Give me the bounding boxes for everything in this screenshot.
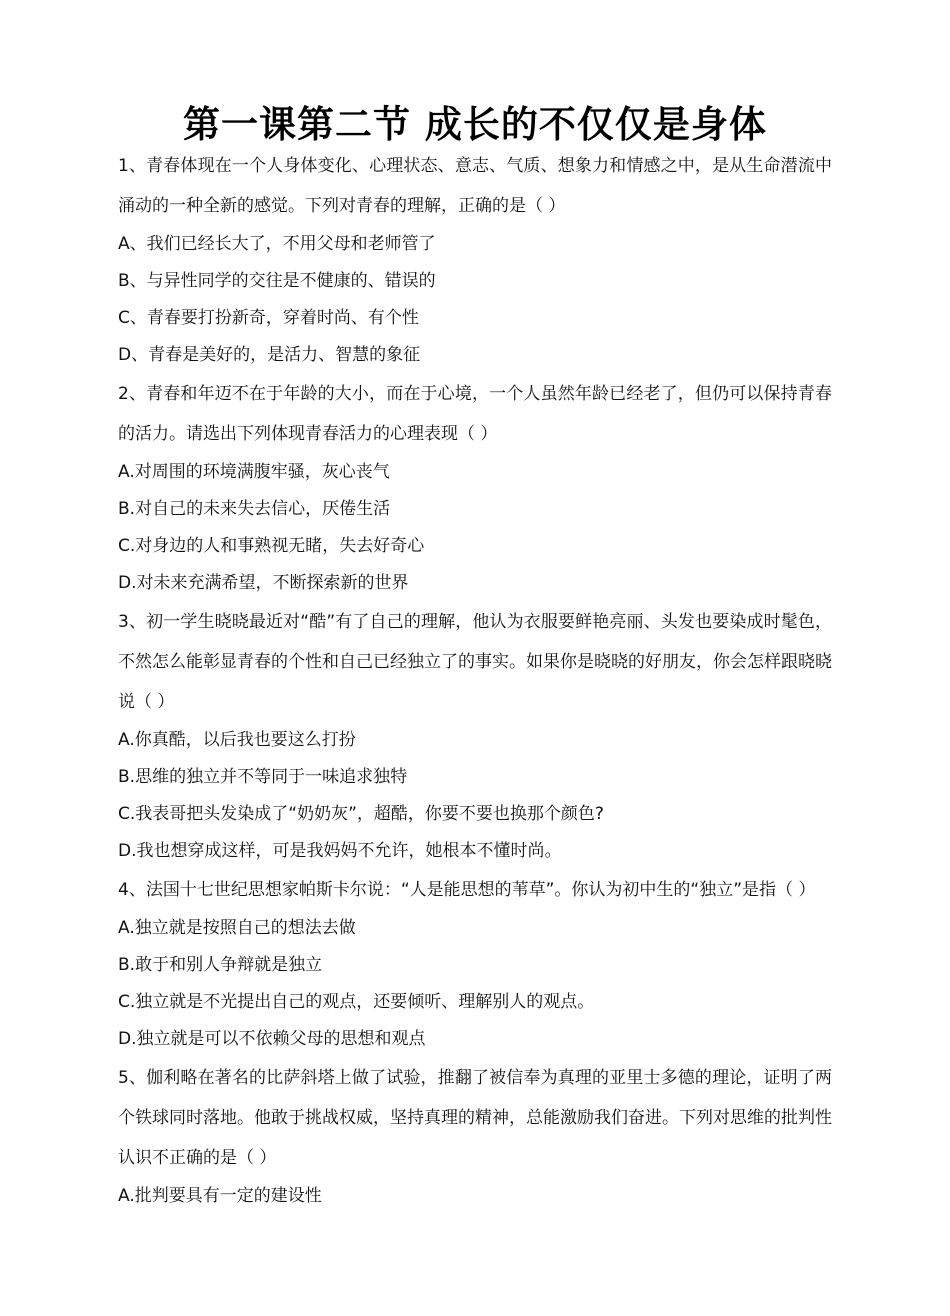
question-stem: 4、法国十七世纪思想家帕斯卡尔说：“人是能思想的苇草”。你认为初中生的“独立”是指（ ） bbox=[118, 880, 816, 900]
option-c: C.对身边的人和事熟视无睹，失去好奇心 bbox=[118, 536, 425, 556]
question-1 bbox=[118, 146, 832, 374]
option-b: B、与异性同学的交往是不健康的、错误的 bbox=[118, 271, 436, 291]
option-c: C.我表哥把头发染成了“奶奶灰”，超酷，你要不要也换那个颜色? bbox=[118, 804, 604, 824]
option-d: D、青春是美好的，是活力、智慧的象征 bbox=[118, 345, 421, 365]
option-d: D.对未来充满希望，不断探索新的世界 bbox=[118, 573, 409, 593]
question-list bbox=[118, 146, 832, 1215]
option-a: A.独立就是按照自己的想法去做 bbox=[118, 918, 356, 938]
question-stem: 2、青春和年迈不在于年龄的大小，而在于心境，一个人虽然年龄已经老了，但仍可以保持青春的活力。请选出下列体现青春活力的心理表现（ ） bbox=[118, 384, 832, 444]
option-b: B.思维的独立并不等同于一味追求独特 bbox=[118, 767, 408, 787]
question-stem: 1、青春体现在一个人身体变化、心理状态、意志、气质、想象力和情感之中，是从生命潜流中涌动的一种全新的感觉。下列对青春的理解，正确的是（ ） bbox=[118, 156, 832, 216]
option-a: A.你真酷，以后我也要这么打扮 bbox=[118, 730, 356, 750]
option-a: A.对周围的环境满腹牢骚，灰心丧气 bbox=[118, 462, 390, 482]
option-d: D.独立就是可以不依赖父母的思想和观点 bbox=[118, 1029, 426, 1049]
page-title: 第一课第二节 成长的不仅仅是身体 bbox=[183, 103, 767, 146]
option-c: C、青春要打扮新奇，穿着时尚、有个性 bbox=[118, 308, 419, 328]
question-5 bbox=[118, 1058, 832, 1215]
option-a: A、我们已经长大了，不用父母和老师管了 bbox=[118, 234, 436, 254]
option-b: B.敢于和别人争辩就是独立 bbox=[118, 955, 323, 975]
option-a: A.批判要具有一定的建设性 bbox=[118, 1186, 322, 1206]
question-3 bbox=[118, 602, 832, 870]
option-b: B.对自己的未来失去信心，厌倦生活 bbox=[118, 499, 391, 519]
option-c: C.独立就是不光提出自己的观点，还要倾听、理解别人的观点。 bbox=[118, 992, 595, 1012]
question-stem: 5、伽利略在著名的比萨斜塔上做了试验，推翻了被信奉为真理的亚里士多德的理论，证明了两个铁球同时落地。他敢于挑战权威，坚持真理的精神，总能激励我们奋进。下列对思维的批判性认识不正确的是（ ） bbox=[118, 1068, 832, 1168]
option-d: D.我也想穿成这样，可是我妈妈不允许，她根本不懂时尚。 bbox=[118, 841, 562, 861]
question-4 bbox=[118, 870, 832, 1058]
question-stem: 3、初一学生晓晓最近对“酷”有了自己的理解，他认为衣服要鲜艳亮丽、头发也要染成时髦色，不然怎么能彰显青春的个性和自己已经独立了的事实。如果你是晓晓的好朋友，你会怎样跟晓晓说（ ） bbox=[118, 612, 832, 712]
question-2 bbox=[118, 374, 832, 602]
